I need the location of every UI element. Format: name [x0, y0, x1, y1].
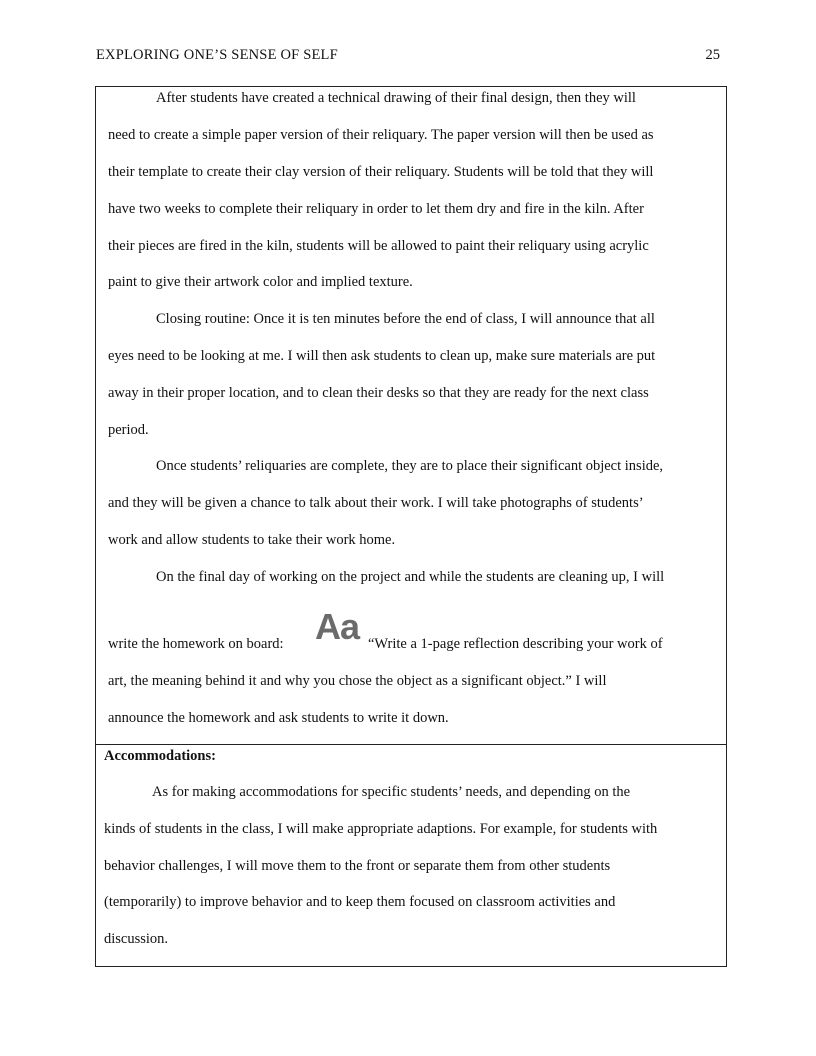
paragraph-line: announce the homework and ask students to write it down.: [108, 710, 449, 726]
paragraph-line: need to create a simple paper version of their reliquary. The paper version will then be used as: [108, 127, 654, 143]
paragraph-line: As for making accommodations for specific students’ needs, and depending on the: [152, 784, 631, 800]
page-number: 25: [705, 47, 720, 63]
paragraph-line: behavior challenges, I will move them to the front or separate them from other students: [104, 858, 611, 874]
row-divider: [96, 744, 726, 745]
paragraph-line: paint to give their artwork color and implied texture.: [108, 274, 413, 290]
lesson-plan-table: [95, 86, 727, 967]
paragraph-line: and they will be given a chance to talk about their work. I will take photographs of students’: [108, 495, 644, 511]
paragraph-line: work and allow students to take their work home.: [108, 532, 396, 548]
accommodations-heading: Accommodations:: [104, 748, 216, 764]
paragraph-line: away in their proper location, and to clean their desks so that they are ready for the next class: [108, 385, 649, 401]
paragraph-line: Once students’ reliquaries are complete, they are to place their significant object inside,: [156, 458, 664, 474]
paragraph-line: their template to create their clay version of their reliquary. Students will be told that they will: [108, 164, 654, 180]
paragraph-line: After students have created a technical drawing of their final design, then they will: [156, 90, 636, 106]
font-aa-icon: Aa: [315, 606, 360, 647]
paragraph-line: kinds of students in the class, I will make appropriate adaptions. For example, for students with: [104, 821, 658, 837]
paragraph-line: period.: [108, 422, 149, 438]
paragraph-line: (temporarily) to improve behavior and to keep them focused on classroom activities and: [104, 894, 616, 910]
paragraph-line: art, the meaning behind it and why you chose the object as a significant object.” I will: [108, 673, 607, 689]
paragraph-line: On the final day of working on the project and while the students are cleaning up, I will: [156, 569, 665, 585]
homework-quote: “Write a 1-page reflection describing your work of: [368, 636, 663, 652]
running-head: EXPLORING ONE’S SENSE OF SELF: [96, 47, 338, 63]
paragraph-line: have two weeks to complete their reliquary in order to let them dry and fire in the kiln. After: [108, 201, 644, 217]
paragraph-line: discussion.: [104, 931, 169, 947]
paragraph-line: their pieces are fired in the kiln, students will be allowed to paint their reliquary using acrylic: [108, 238, 649, 254]
paragraph-line: write the homework on board:: [108, 636, 284, 652]
paragraph-line: Closing routine: Once it is ten minutes before the end of class, I will announce that all: [156, 311, 655, 327]
paragraph-line: eyes need to be looking at me. I will then ask students to clean up, make sure materials are put: [108, 348, 656, 364]
